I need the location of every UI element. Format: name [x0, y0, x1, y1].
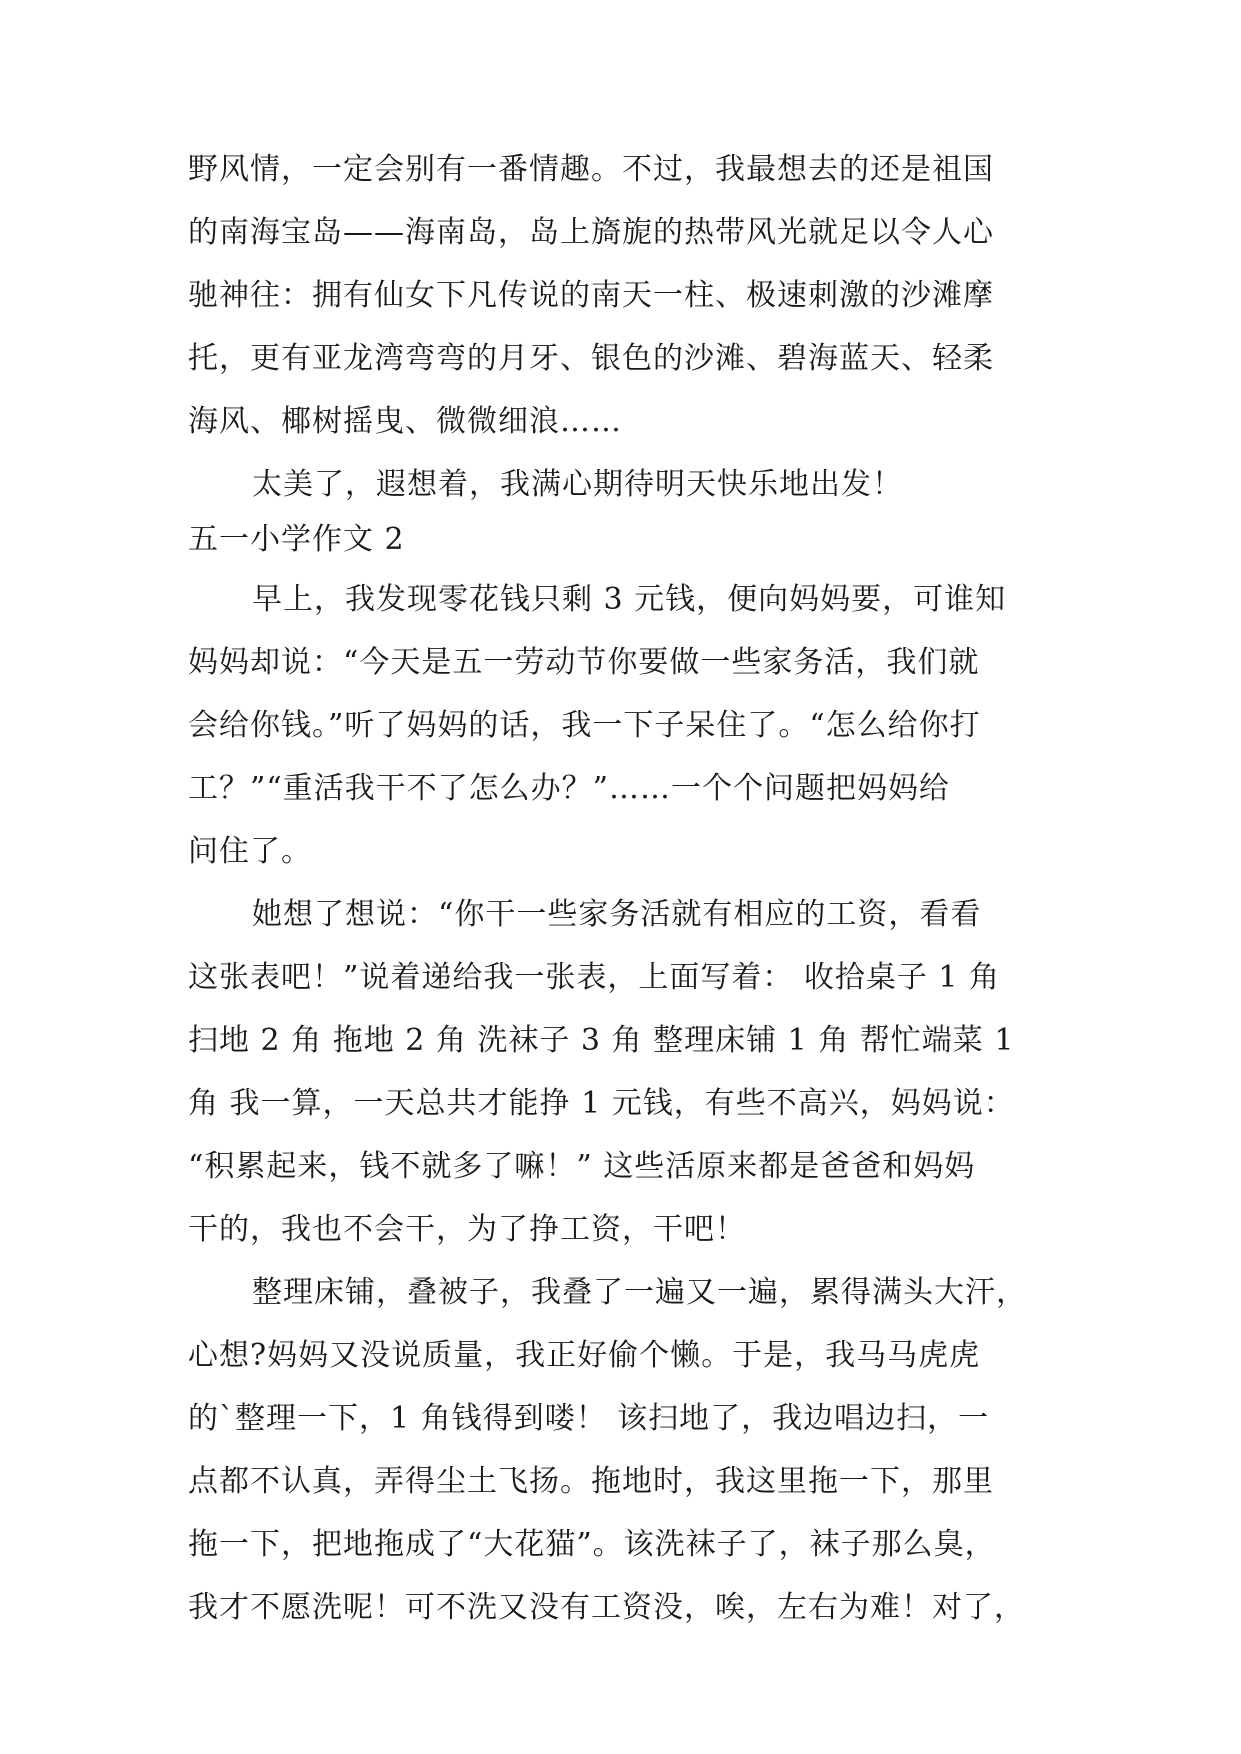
text-line: 点都不认真，弄得尘土飞扬。拖地时，我这里拖一下，那里 — [188, 1464, 994, 1499]
text-line: 妈妈却说：“今天是五一劳动节你要做一些家务活，我们就 — [188, 645, 980, 680]
text-line: 野风情，一定会别有一番情趣。不过，我最想去的还是祖国 — [188, 152, 994, 187]
text-line: 太美了，遐想着，我满心期待明天快乐地出发！ — [252, 467, 903, 502]
text-line: 角 我一算，一天总共才能挣 1 元钱，有些不高兴，妈妈说： — [188, 1086, 1015, 1121]
text-line: 干的，我也不会干，为了挣工资，干吧！ — [188, 1212, 746, 1247]
text-line: 她想了想说：“你干一些家务活就有相应的工资，看看 — [252, 897, 982, 932]
text-line: 的`整理一下，1 角钱得到喽！ 该扫地了，我边唱边扫，一 — [188, 1401, 990, 1436]
section-heading: 五一小学作文 2 — [188, 522, 405, 557]
text-line: “积累起来，钱不就多了嘛！” 这些活原来都是爸爸和妈妈 — [188, 1149, 976, 1184]
text-line: 心想?妈妈又没说质量，我正好偷个懒。于是，我马马虎虎 — [188, 1338, 981, 1373]
text-line: 拖一下，把地拖成了“大花猫”。该洗袜子了，袜子那么臭， — [188, 1527, 996, 1562]
text-line: 会给你钱。”听了妈妈的话，我一下子呆住了。“怎么给你打 — [188, 708, 981, 743]
text-line: 问住了。 — [188, 834, 312, 869]
text-line: 托，更有亚龙湾弯弯的月牙、银色的沙滩、碧海蓝天、轻柔 — [188, 341, 994, 376]
text-line: 扫地 2 角 拖地 2 角 洗袜子 3 角 整理床铺 1 角 帮忙端菜 1 — [188, 1023, 1015, 1058]
text-line: 海风、椰树摇曳、微微细浪…… — [188, 404, 622, 439]
text-line: 的南海宝岛——海南岛，岛上旖旎的热带风光就足以令人心 — [188, 215, 994, 250]
text-line: 整理床铺，叠被子，我叠了一遍又一遍，累得满头大汗， — [252, 1275, 1027, 1310]
text-line: 工？”“重活我干不了怎么办？”……一个个问题把妈妈给 — [188, 771, 951, 806]
text-line: 我才不愿洗呢！可不洗又没有工资没，唉，左右为难！对了， — [188, 1590, 1025, 1625]
text-line: 早上，我发现零花钱只剩 3 元钱，便向妈妈要，可谁知 — [252, 582, 1007, 617]
text-line: 驰神往：拥有仙女下凡传说的南天一柱、极速刺激的沙滩摩 — [188, 278, 994, 313]
text-line: 这张表吧！”说着递给我一张表，上面写着： 收拾桌子 1 角 — [188, 960, 1001, 995]
